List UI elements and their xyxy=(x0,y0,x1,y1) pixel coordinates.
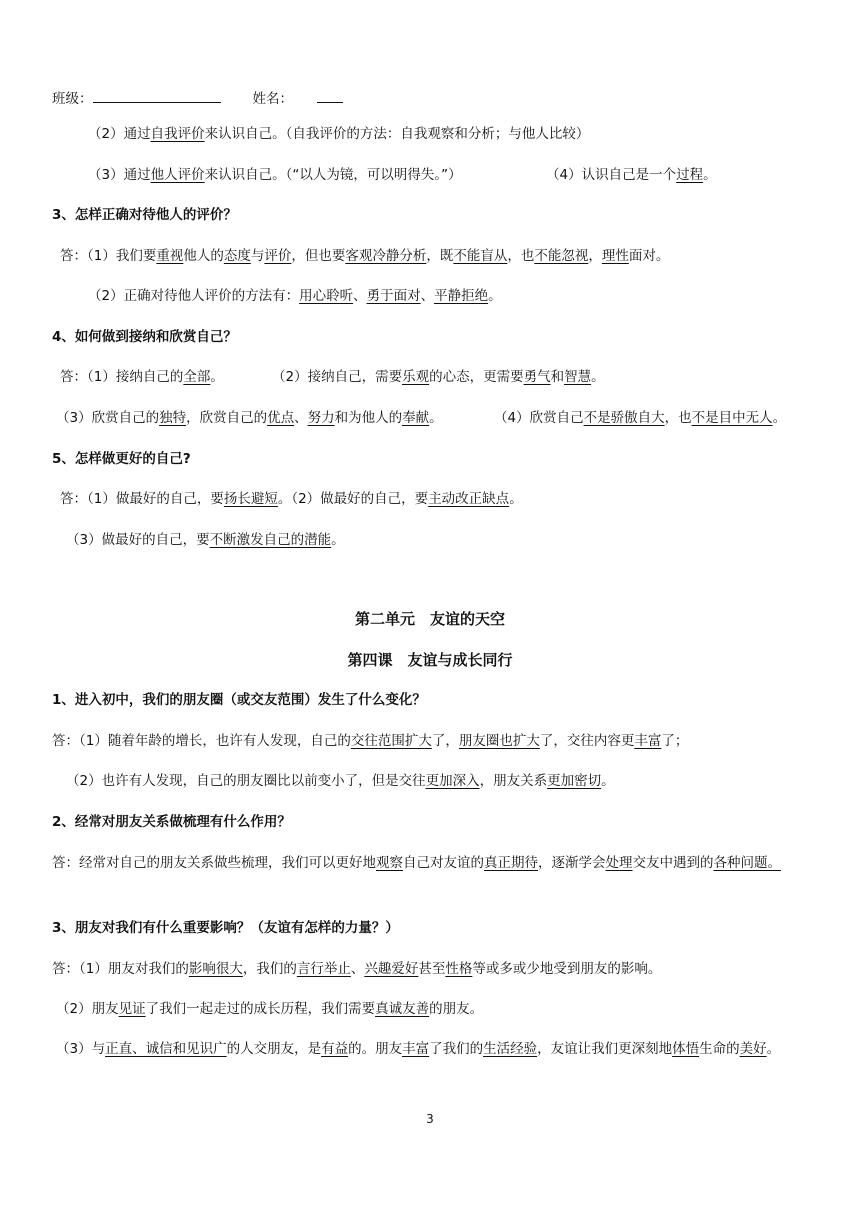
key-phrase: 过程 xyxy=(676,167,704,183)
text-segment: 和为他人的 xyxy=(334,410,403,426)
key-phrase: 努力 xyxy=(307,410,335,426)
key-phrase: 各种问题。 xyxy=(713,855,781,871)
key-phrase: 重视 xyxy=(156,248,184,264)
text-segment: 的朋友。 xyxy=(429,1001,484,1017)
text-segment: ，也 xyxy=(664,410,692,426)
text-segment: 的心态，更需要 xyxy=(429,369,524,385)
text-segment: 自己对友谊的 xyxy=(403,855,484,871)
text-segment: 。 xyxy=(703,167,717,183)
text-segment: 。 xyxy=(210,369,224,385)
text-segment: 了我们的 xyxy=(429,1041,484,1057)
text-segment: 与 xyxy=(250,248,265,264)
text-segment: 。 xyxy=(766,1041,781,1057)
text-segment: 面对。 xyxy=(628,248,670,264)
question-heading xyxy=(52,327,820,347)
key-phrase: 观察 xyxy=(376,855,403,871)
text-line xyxy=(56,999,820,1019)
text-segment: （2）正确对待他人评价的方法有： xyxy=(88,288,300,304)
text-paragraph xyxy=(56,1036,820,1062)
question-heading xyxy=(52,449,820,469)
text-segment: 3、朋友对我们有什么重要影响？（友谊有怎样的力量？） xyxy=(52,920,399,936)
key-phrase: 勇于面对 xyxy=(366,288,421,304)
key-phrase: 平静拒绝 xyxy=(434,288,489,304)
text-segment: 4、如何做到接纳和欣赏自己？ xyxy=(52,329,237,345)
text-segment: 1、进入初中，我们的朋友圈（或交友范围）发生了什么变化？ xyxy=(52,692,426,708)
text-line xyxy=(60,489,820,509)
class-blank xyxy=(93,88,221,103)
question-heading xyxy=(52,205,820,225)
name-blank xyxy=(317,88,343,103)
key-phrase: 他人评价 xyxy=(150,167,205,183)
text-segment: 。（2）做最好的自己，要 xyxy=(277,491,429,507)
lesson-title: 第四课 友谊与成长同行 xyxy=(347,651,513,669)
name-label: 姓名： xyxy=(252,91,293,107)
text-segment: 了我们一起走过的成长历程，我们需要 xyxy=(145,1001,376,1017)
text-segment: 、 xyxy=(294,410,308,426)
text-segment: ， xyxy=(588,248,602,264)
text-segment: 。 xyxy=(429,410,443,426)
text-segment: 的。朋友 xyxy=(348,1041,403,1057)
text-segment: ，逐渐学会 xyxy=(538,855,606,871)
text-line xyxy=(66,530,820,550)
text-segment: 答：经常对自己的朋友关系做些梳理，我们可以更好地 xyxy=(52,855,376,871)
key-phrase: 正直、诚信和见识广 xyxy=(105,1041,227,1057)
text-line xyxy=(546,165,820,185)
text-segment: 。 xyxy=(772,410,787,426)
text-line xyxy=(60,246,820,266)
key-phrase: 更加密切 xyxy=(547,773,602,789)
key-phrase: 智慧 xyxy=(564,369,592,385)
key-phrase: 态度 xyxy=(223,248,251,264)
key-phrase: 见证 xyxy=(118,1001,146,1017)
question-heading xyxy=(52,812,820,832)
key-phrase: 生活经验 xyxy=(483,1041,538,1057)
unit-title: 第二单元 友谊的天空 xyxy=(354,610,505,628)
key-phrase: 扬长避短 xyxy=(223,491,278,507)
key-phrase: 独特 xyxy=(159,410,187,426)
text-segment: 、 xyxy=(353,288,367,304)
key-phrase: 朋友圈也扩大 xyxy=(458,733,540,749)
text-segment: ，友谊让我们更深刻地 xyxy=(537,1041,673,1057)
key-phrase: 自我评价 xyxy=(150,126,205,142)
text-segment: 3、怎样正确对待他人的评价？ xyxy=(52,207,237,223)
student-info-row xyxy=(52,88,820,109)
text-line xyxy=(56,408,486,428)
key-phrase: 真诚友善 xyxy=(375,1001,430,1017)
text-segment: ，欣赏自己的 xyxy=(186,410,268,426)
text-segment: 答：（1）接纳自己的 xyxy=(60,369,184,385)
key-phrase: 奉献 xyxy=(402,410,430,426)
key-phrase: 不断激发自己的潜能 xyxy=(209,532,332,548)
text-segment: （2）也许有人发现，自己的朋友圈比以前变小了，但是交往 xyxy=(66,773,426,789)
text-segment: 。 xyxy=(488,288,502,304)
text-segment: （2）朋友 xyxy=(56,1001,119,1017)
text-segment: 了， xyxy=(431,733,459,749)
text-paragraph xyxy=(52,850,820,876)
key-phrase: 全部 xyxy=(183,369,211,385)
text-segment: 2、经常对朋友关系做梳理有什么作用？ xyxy=(52,814,291,830)
text-segment: ，也 xyxy=(507,248,535,264)
text-line xyxy=(66,771,820,791)
key-phrase: 不是骄傲自大 xyxy=(583,410,665,426)
key-phrase: 影响很大 xyxy=(188,961,243,977)
key-phrase: 不能忽视 xyxy=(534,248,589,264)
text-segment: （3）做最好的自己，要 xyxy=(66,532,210,548)
text-segment: 和 xyxy=(550,369,565,385)
text-segment: 来认识自己。（自我评价的方法：自我观察和分析；与他人比较） xyxy=(204,126,590,142)
text-line xyxy=(52,731,820,751)
text-segment: 了，交往内容更 xyxy=(539,733,635,749)
key-phrase: 不能盲从 xyxy=(453,248,508,264)
text-segment: 了； xyxy=(661,733,689,749)
key-phrase: 不是目中无人 xyxy=(691,410,773,426)
key-phrase: 有益 xyxy=(321,1041,349,1057)
key-phrase: 优点 xyxy=(267,410,295,426)
key-phrase: 体悟 xyxy=(672,1041,700,1057)
text-segment: （3）与 xyxy=(56,1041,106,1057)
question-heading xyxy=(52,918,820,938)
text-segment: （2）接纳自己，需要 xyxy=(272,369,403,385)
text-segment: 。 xyxy=(591,369,605,385)
text-segment: 答：（1）随着年龄的增长，也许有人发现，自己的 xyxy=(52,733,351,749)
text-segment: （3）通过 xyxy=(88,167,151,183)
question-heading xyxy=(52,690,820,710)
text-segment: （3）欣赏自己的 xyxy=(56,410,160,426)
text-segment: ，既 xyxy=(426,248,454,264)
key-phrase: 更加深入 xyxy=(425,773,480,789)
key-phrase: 客观冷静分析 xyxy=(345,248,427,264)
key-phrase: 丰富 xyxy=(634,733,662,749)
text-segment: 答：（1）朋友对我们的 xyxy=(52,961,189,977)
key-phrase: 用心聆听 xyxy=(299,288,354,304)
text-segment: 5、怎样做更好的自己? xyxy=(52,451,191,467)
key-phrase: 理性 xyxy=(601,248,629,264)
key-phrase: 真正期待 xyxy=(484,855,538,871)
text-segment: 答：（1）我们要 xyxy=(60,248,157,264)
key-phrase: 评价 xyxy=(264,248,292,264)
key-phrase: 美好 xyxy=(739,1041,767,1057)
text-segment: 。 xyxy=(601,773,615,789)
text-segment: 交友中遇到的 xyxy=(632,855,714,871)
key-phrase: 乐观 xyxy=(402,369,430,385)
text-line xyxy=(52,959,820,979)
text-segment: 。 xyxy=(331,532,345,548)
text-segment: ，我们的 xyxy=(242,961,297,977)
text-segment: 来认识自己。（“以人为镜，可以明得失。”） xyxy=(204,167,462,183)
text-segment: 甚至 xyxy=(418,961,446,977)
text-line xyxy=(272,367,820,387)
text-line xyxy=(88,124,820,144)
key-phrase: 丰富 xyxy=(402,1041,430,1057)
text-segment: （2）通过 xyxy=(88,126,151,142)
text-segment: 答：（1）做最好的自己，要 xyxy=(60,491,224,507)
key-phrase: 主动改正缺点 xyxy=(428,491,510,507)
class-label: 班级： xyxy=(52,91,93,107)
text-line xyxy=(60,367,270,387)
text-segment: 生命的 xyxy=(699,1041,740,1057)
key-phrase: 兴趣爱好 xyxy=(364,961,419,977)
text-segment: 他人的 xyxy=(183,248,224,264)
text-line xyxy=(494,408,820,428)
text-segment: （4）欣赏自己 xyxy=(494,410,584,426)
key-phrase: 勇气 xyxy=(523,369,551,385)
key-phrase: 交往范围扩大 xyxy=(350,733,432,749)
text-segment: 、 xyxy=(420,288,435,304)
text-segment: （4）认识自己是一个 xyxy=(546,167,677,183)
key-phrase: 言行举止 xyxy=(296,961,351,977)
text-segment: 、 xyxy=(350,961,365,977)
key-phrase: 性格 xyxy=(445,961,473,977)
text-segment: 等或多或少地受到朋友的影响。 xyxy=(472,961,662,977)
page-number: 3 xyxy=(426,1112,434,1126)
text-segment: 的人交朋友，是 xyxy=(226,1041,322,1057)
text-segment: 。 xyxy=(509,491,523,507)
text-line xyxy=(88,165,518,185)
text-segment: ，朋友关系 xyxy=(479,773,548,789)
text-line xyxy=(88,286,820,306)
text-segment: ，但也要 xyxy=(291,248,346,264)
key-phrase: 处理 xyxy=(605,855,633,871)
